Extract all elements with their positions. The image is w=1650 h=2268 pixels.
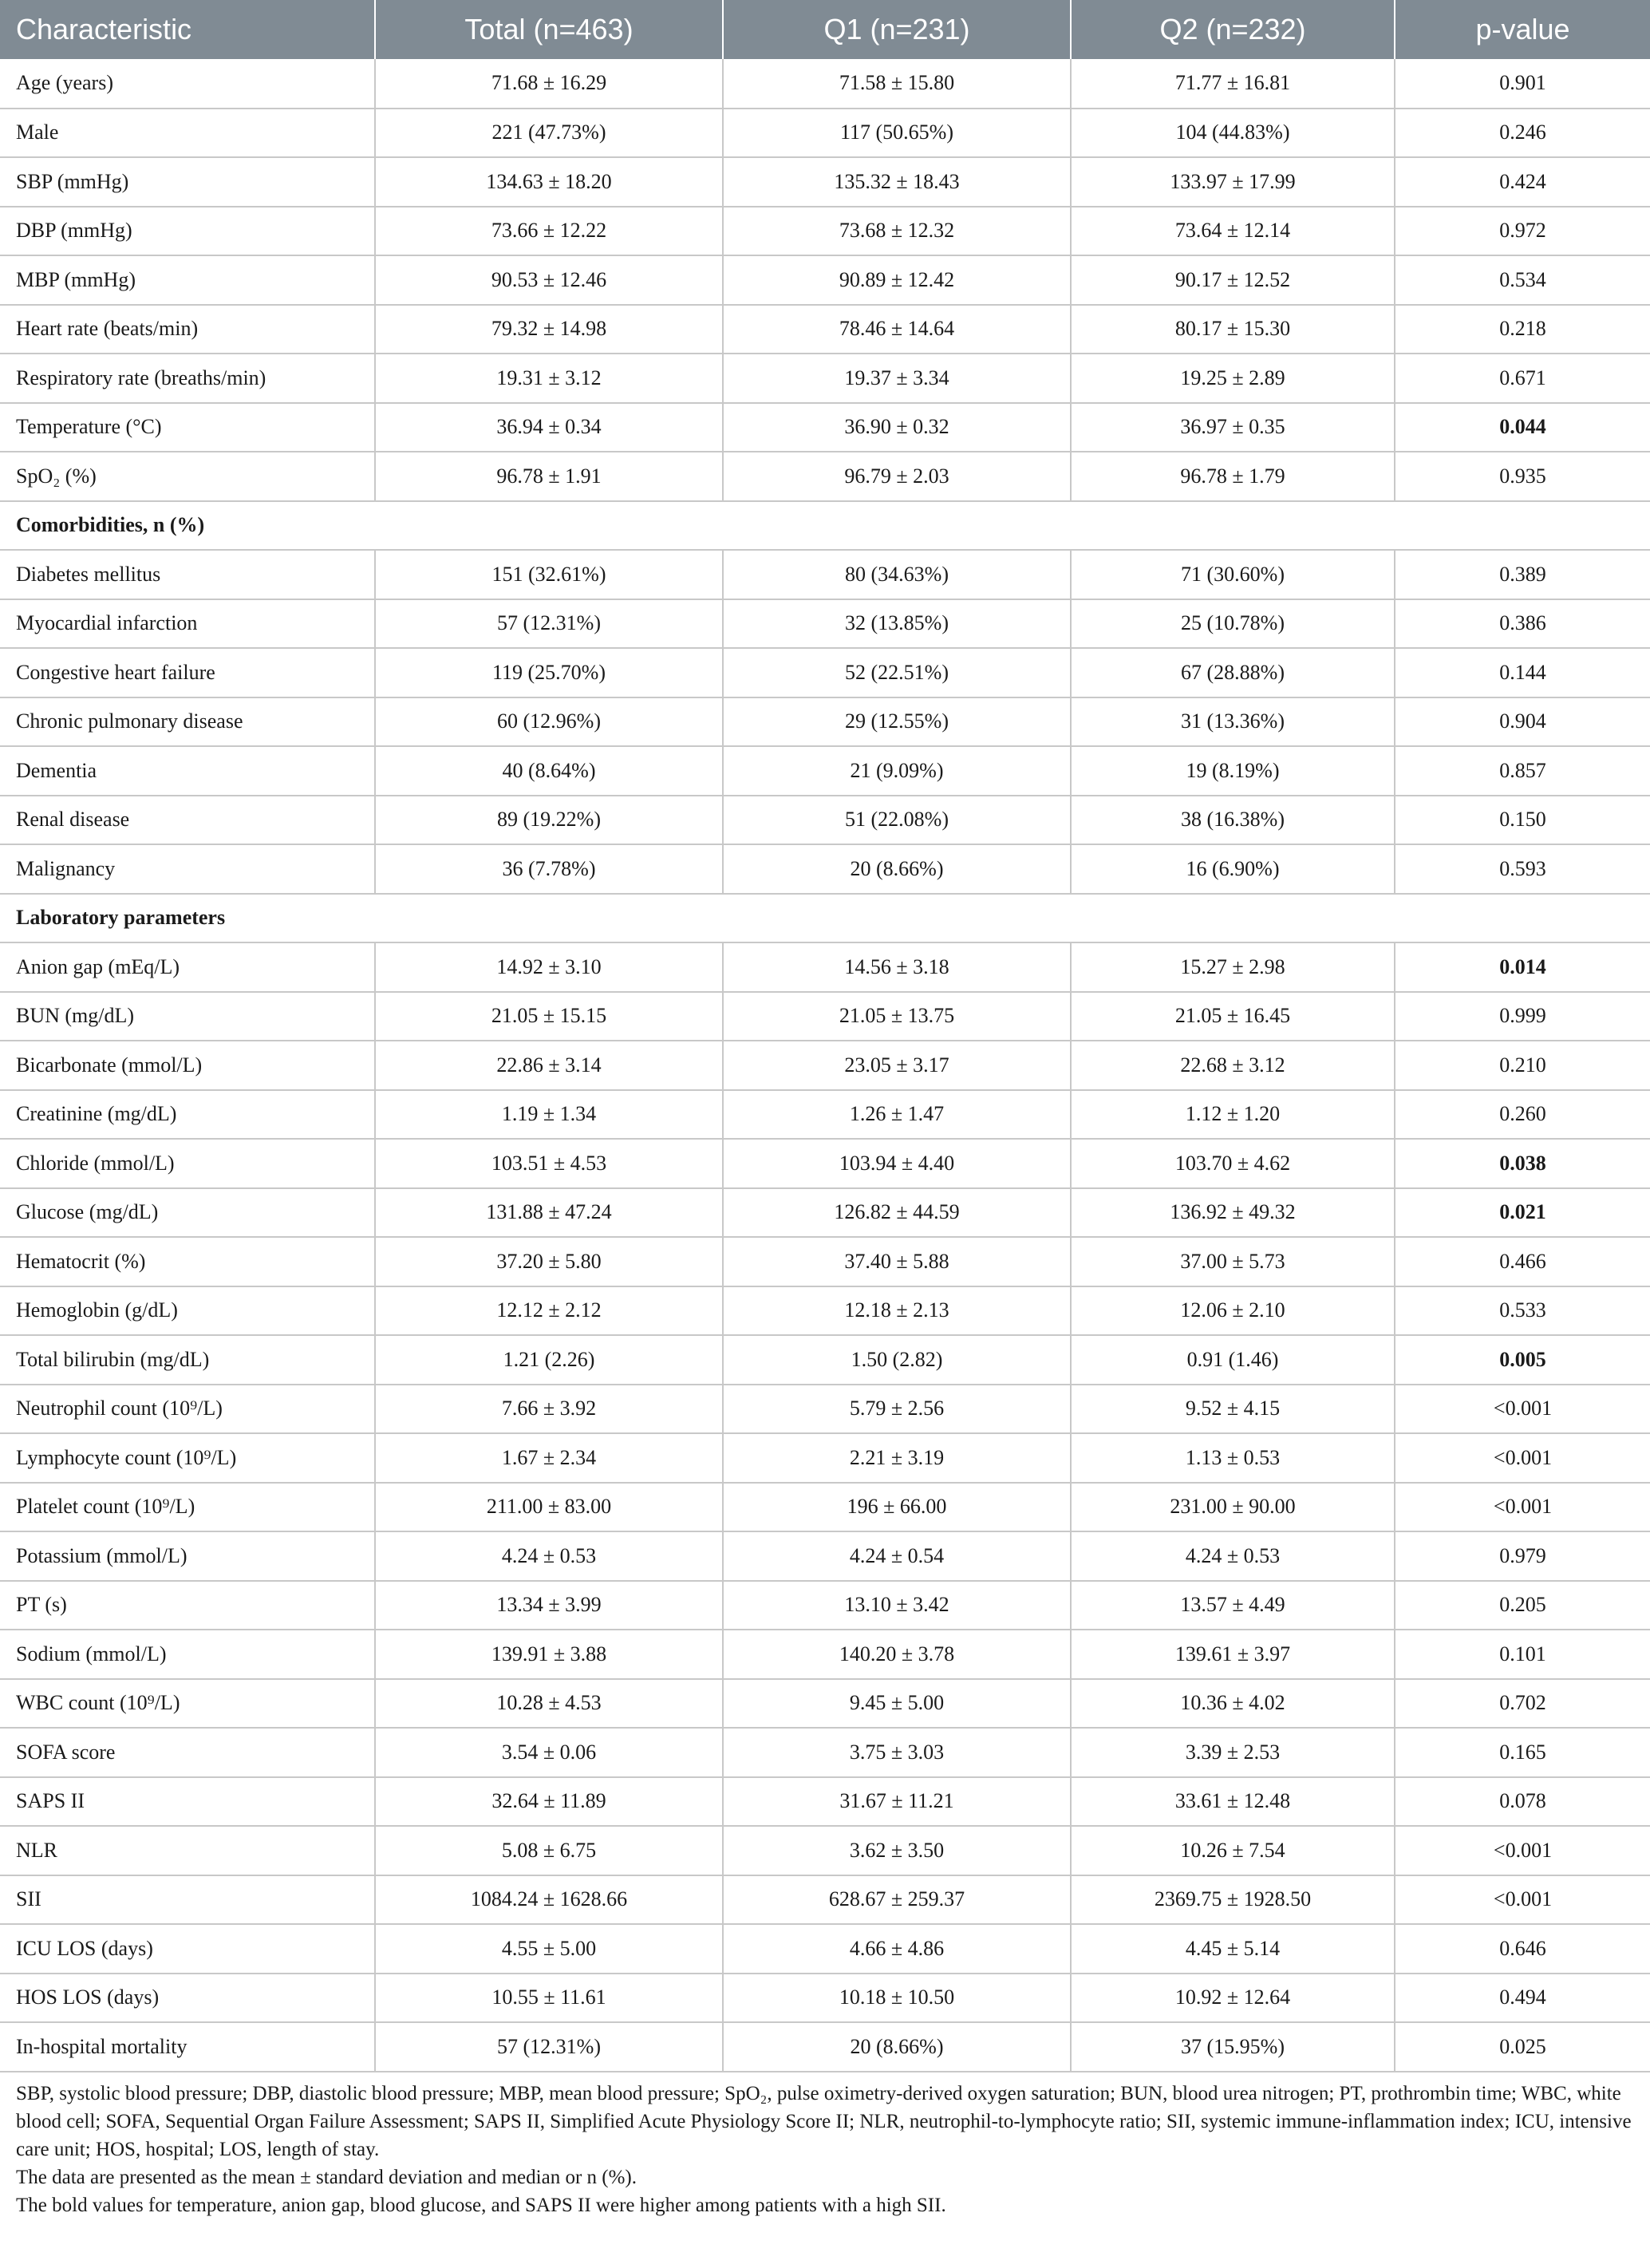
cell-total: 19.31 ± 3.12 — [375, 354, 723, 403]
cell-total: 7.66 ± 3.92 — [375, 1385, 723, 1434]
cell-total: 60 (12.96%) — [375, 697, 723, 747]
cell-q1: 36.90 ± 0.32 — [723, 403, 1071, 452]
cell-p-value: 0.533 — [1395, 1286, 1650, 1336]
cell-q2: 1.12 ± 1.20 — [1071, 1090, 1395, 1140]
cell-q2: 15.27 ± 2.98 — [1071, 942, 1395, 992]
cell-q2: 4.45 ± 5.14 — [1071, 1924, 1395, 1974]
cell-characteristic: In-hospital mortality — [0, 2022, 375, 2072]
cell-p-value: 0.999 — [1395, 992, 1650, 1041]
cell-q2: 67 (28.88%) — [1071, 648, 1395, 697]
header-row — [0, 0, 1650, 59]
cell-q1: 32 (13.85%) — [723, 599, 1071, 649]
header-q2: Q2 (n=232) — [1071, 0, 1395, 59]
cell-q2: 3.39 ± 2.53 — [1071, 1728, 1395, 1777]
cell-q2: 10.36 ± 4.02 — [1071, 1679, 1395, 1729]
cell-total: 151 (32.61%) — [375, 550, 723, 599]
cell-characteristic: Male — [0, 109, 375, 158]
cell-q1: 52 (22.51%) — [723, 648, 1071, 697]
cell-characteristic: Creatinine (mg/dL) — [0, 1090, 375, 1140]
cell-characteristic: Chronic pulmonary disease — [0, 697, 375, 747]
cell-total: 90.53 ± 12.46 — [375, 255, 723, 305]
cell-p-value: 0.494 — [1395, 1974, 1650, 2023]
cell-p-value: 0.078 — [1395, 1777, 1650, 1827]
cell-p-value: 0.246 — [1395, 109, 1650, 158]
cell-q1: 140.20 ± 3.78 — [723, 1630, 1071, 1679]
cell-q1: 3.75 ± 3.03 — [723, 1728, 1071, 1777]
table-row — [0, 109, 1650, 158]
cell-q1: 103.94 ± 4.40 — [723, 1139, 1071, 1188]
cell-characteristic: Age (years) — [0, 59, 375, 109]
table-body — [0, 59, 1650, 2072]
cell-characteristic: PT (s) — [0, 1581, 375, 1630]
cell-p-value: 0.646 — [1395, 1924, 1650, 1974]
cell-q1: 23.05 ± 3.17 — [723, 1041, 1071, 1090]
cell-characteristic: Lymphocyte count (10⁹/L) — [0, 1433, 375, 1483]
cell-total: 13.34 ± 3.99 — [375, 1581, 723, 1630]
cell-q2: 10.26 ± 7.54 — [1071, 1826, 1395, 1875]
table-row — [0, 1335, 1650, 1385]
cell-q1: 13.10 ± 3.42 — [723, 1581, 1071, 1630]
cell-total: 1.67 ± 2.34 — [375, 1433, 723, 1483]
footnote-data-presentation: The data are presented as the mean ± standard deviation and median or n (%). — [16, 2167, 637, 2188]
cell-p-value: 0.534 — [1395, 255, 1650, 305]
cell-p-value: 0.389 — [1395, 550, 1650, 599]
cell-total: 1.19 ± 1.34 — [375, 1090, 723, 1140]
cell-q2: 71 (30.60%) — [1071, 550, 1395, 599]
table-row — [0, 1139, 1650, 1188]
cell-total: 96.78 ± 1.91 — [375, 452, 723, 501]
cell-total: 22.86 ± 3.14 — [375, 1041, 723, 1090]
cell-q2: 136.92 ± 49.32 — [1071, 1188, 1395, 1238]
cell-p-value: <0.001 — [1395, 1875, 1650, 1925]
cell-p-value: <0.001 — [1395, 1483, 1650, 1532]
cell-characteristic: Total bilirubin (mg/dL) — [0, 1335, 375, 1385]
cell-total: 14.92 ± 3.10 — [375, 942, 723, 992]
table-row — [0, 2022, 1650, 2072]
cell-q1: 78.46 ± 14.64 — [723, 305, 1071, 354]
cell-characteristic: Congestive heart failure — [0, 648, 375, 697]
cell-p-value: 0.014 — [1395, 942, 1650, 992]
cell-q1: 1.50 (2.82) — [723, 1335, 1071, 1385]
cell-q2: 1.13 ± 0.53 — [1071, 1433, 1395, 1483]
cell-q2: 231.00 ± 90.00 — [1071, 1483, 1395, 1532]
cell-q2: 12.06 ± 2.10 — [1071, 1286, 1395, 1336]
cell-characteristic: DBP (mmHg) — [0, 207, 375, 256]
cell-p-value: 0.205 — [1395, 1581, 1650, 1630]
cell-q2: 21.05 ± 16.45 — [1071, 992, 1395, 1041]
cell-p-value: 0.671 — [1395, 354, 1650, 403]
section-heading: Laboratory parameters — [0, 894, 1650, 943]
table-header — [0, 0, 1650, 59]
cell-total: 79.32 ± 14.98 — [375, 305, 723, 354]
cell-q1: 196 ± 66.00 — [723, 1483, 1071, 1532]
cell-total: 57 (12.31%) — [375, 2022, 723, 2072]
cell-q1: 21 (9.09%) — [723, 746, 1071, 796]
table-row — [0, 844, 1650, 894]
cell-q2: 73.64 ± 12.14 — [1071, 207, 1395, 256]
cell-total: 5.08 ± 6.75 — [375, 1826, 723, 1875]
cell-characteristic: Malignancy — [0, 844, 375, 894]
table-row — [0, 1875, 1650, 1925]
cell-p-value: 0.218 — [1395, 305, 1650, 354]
cell-total: 10.55 ± 11.61 — [375, 1974, 723, 2023]
cell-q1: 14.56 ± 3.18 — [723, 942, 1071, 992]
cell-characteristic: Renal disease — [0, 796, 375, 845]
cell-q1: 4.66 ± 4.86 — [723, 1924, 1071, 1974]
table-row — [0, 1924, 1650, 1974]
cell-characteristic: SpO₂ (%) — [0, 452, 375, 501]
cell-q1: 2.21 ± 3.19 — [723, 1433, 1071, 1483]
cell-q2: 80.17 ± 15.30 — [1071, 305, 1395, 354]
cell-characteristic: SII — [0, 1875, 375, 1925]
cell-characteristic: Neutrophil count (10⁹/L) — [0, 1385, 375, 1434]
cell-q1: 31.67 ± 11.21 — [723, 1777, 1071, 1827]
cell-q2: 19.25 ± 2.89 — [1071, 354, 1395, 403]
cell-p-value: 0.025 — [1395, 2022, 1650, 2072]
cell-p-value: 0.210 — [1395, 1041, 1650, 1090]
cell-total: 10.28 ± 4.53 — [375, 1679, 723, 1729]
table-row — [0, 1237, 1650, 1286]
cell-characteristic: Heart rate (beats/min) — [0, 305, 375, 354]
cell-p-value: 0.038 — [1395, 1139, 1650, 1188]
cell-total: 4.55 ± 5.00 — [375, 1924, 723, 1974]
table-row — [0, 207, 1650, 256]
cell-q1: 628.67 ± 259.37 — [723, 1875, 1071, 1925]
cell-q2: 0.91 (1.46) — [1071, 1335, 1395, 1385]
table-row — [0, 697, 1650, 747]
cell-characteristic: NLR — [0, 1826, 375, 1875]
cell-q2: 133.97 ± 17.99 — [1071, 157, 1395, 207]
cell-p-value: 0.005 — [1395, 1335, 1650, 1385]
cell-q2: 71.77 ± 16.81 — [1071, 59, 1395, 109]
cell-p-value: 0.260 — [1395, 1090, 1650, 1140]
table-row — [0, 452, 1650, 501]
cell-q2: 37.00 ± 5.73 — [1071, 1237, 1395, 1286]
cell-total: 211.00 ± 83.00 — [375, 1483, 723, 1532]
cell-characteristic: Respiratory rate (breaths/min) — [0, 354, 375, 403]
cell-q1: 80 (34.63%) — [723, 550, 1071, 599]
cell-q2: 4.24 ± 0.53 — [1071, 1531, 1395, 1581]
cell-q1: 20 (8.66%) — [723, 844, 1071, 894]
cell-characteristic: Myocardial infarction — [0, 599, 375, 649]
table-row — [0, 1286, 1650, 1336]
cell-total: 57 (12.31%) — [375, 599, 723, 649]
table-row — [0, 1433, 1650, 1483]
table-row — [0, 1679, 1650, 1729]
cell-characteristic: HOS LOS (days) — [0, 1974, 375, 2023]
cell-total: 71.68 ± 16.29 — [375, 59, 723, 109]
cell-p-value: <0.001 — [1395, 1385, 1650, 1434]
cell-total: 1084.24 ± 1628.66 — [375, 1875, 723, 1925]
cell-total: 36 (7.78%) — [375, 844, 723, 894]
cell-p-value: 0.935 — [1395, 452, 1650, 501]
cell-q1: 1.26 ± 1.47 — [723, 1090, 1071, 1140]
cell-p-value: <0.001 — [1395, 1433, 1650, 1483]
cell-p-value: 0.593 — [1395, 844, 1650, 894]
cell-q1: 90.89 ± 12.42 — [723, 255, 1071, 305]
section-row — [0, 501, 1650, 551]
cell-q2: 96.78 ± 1.79 — [1071, 452, 1395, 501]
cell-q2: 104 (44.83%) — [1071, 109, 1395, 158]
cell-p-value: 0.386 — [1395, 599, 1650, 649]
table-row — [0, 1581, 1650, 1630]
table-row — [0, 550, 1650, 599]
cell-q2: 9.52 ± 4.15 — [1071, 1385, 1395, 1434]
section-row — [0, 894, 1650, 943]
cell-characteristic: SOFA score — [0, 1728, 375, 1777]
cell-q2: 38 (16.38%) — [1071, 796, 1395, 845]
table-row — [0, 1188, 1650, 1238]
table-row — [0, 1531, 1650, 1581]
cell-characteristic: ICU LOS (days) — [0, 1924, 375, 1974]
table-row — [0, 1041, 1650, 1090]
table-row — [0, 1630, 1650, 1679]
cell-q1: 71.58 ± 15.80 — [723, 59, 1071, 109]
section-heading: Comorbidities, n (%) — [0, 501, 1650, 551]
table-row — [0, 1974, 1650, 2023]
cell-q2: 22.68 ± 3.12 — [1071, 1041, 1395, 1090]
cell-q2: 139.61 ± 3.97 — [1071, 1630, 1395, 1679]
cell-p-value: 0.150 — [1395, 796, 1650, 845]
cell-q2: 25 (10.78%) — [1071, 599, 1395, 649]
cell-q1: 12.18 ± 2.13 — [723, 1286, 1071, 1336]
cell-total: 12.12 ± 2.12 — [375, 1286, 723, 1336]
cell-q2: 31 (13.36%) — [1071, 697, 1395, 747]
cell-characteristic: Sodium (mmol/L) — [0, 1630, 375, 1679]
cell-p-value: <0.001 — [1395, 1826, 1650, 1875]
cell-characteristic: Hemoglobin (g/dL) — [0, 1286, 375, 1336]
table-row — [0, 942, 1650, 992]
table-row — [0, 796, 1650, 845]
cell-q1: 51 (22.08%) — [723, 796, 1071, 845]
cell-total: 21.05 ± 15.15 — [375, 992, 723, 1041]
cell-q1: 126.82 ± 44.59 — [723, 1188, 1071, 1238]
cell-total: 89 (19.22%) — [375, 796, 723, 845]
cell-p-value: 0.165 — [1395, 1728, 1650, 1777]
cell-p-value: 0.857 — [1395, 746, 1650, 796]
cell-q1: 73.68 ± 12.32 — [723, 207, 1071, 256]
cell-q1: 3.62 ± 3.50 — [723, 1826, 1071, 1875]
cell-p-value: 0.044 — [1395, 403, 1650, 452]
cell-characteristic: Bicarbonate (mmol/L) — [0, 1041, 375, 1090]
cell-total: 103.51 ± 4.53 — [375, 1139, 723, 1188]
table-footnotes — [16, 2080, 1636, 2219]
footnote-abbreviations: SBP, systolic blood pressure; DBP, diastolic blood pressure; MBP, mean blood pressure; SpO₂, pulse oximetry-derived oxygen saturation; BUN, blood urea nitrogen; PT, prothrombin time; WBC, white blood cell; SOFA, Sequential Organ Failure Assessment; SAPS II, Simplified Acute Physiology Score II; NLR, neutrophil-to-lymphocyte ratio; SII, systemic immune-inflammation index; ICU, intensive care unit; HOS, hospital; LOS, length of stay. — [16, 2083, 1632, 2160]
cell-q1: 21.05 ± 13.75 — [723, 992, 1071, 1041]
cell-q1: 5.79 ± 2.56 — [723, 1385, 1071, 1434]
cell-characteristic: Glucose (mg/dL) — [0, 1188, 375, 1238]
cell-total: 119 (25.70%) — [375, 648, 723, 697]
table-row — [0, 1385, 1650, 1434]
cell-total: 36.94 ± 0.34 — [375, 403, 723, 452]
cell-characteristic: Potassium (mmol/L) — [0, 1531, 375, 1581]
cell-q1: 9.45 ± 5.00 — [723, 1679, 1071, 1729]
cell-q2: 36.97 ± 0.35 — [1071, 403, 1395, 452]
cell-total: 134.63 ± 18.20 — [375, 157, 723, 207]
cell-q2: 10.92 ± 12.64 — [1071, 1974, 1395, 2023]
cell-total: 37.20 ± 5.80 — [375, 1237, 723, 1286]
cell-q2: 37 (15.95%) — [1071, 2022, 1395, 2072]
table-row — [0, 992, 1650, 1041]
header-total: Total (n=463) — [375, 0, 723, 59]
table-row — [0, 1728, 1650, 1777]
table-row — [0, 1826, 1650, 1875]
table-row — [0, 157, 1650, 207]
table-row — [0, 305, 1650, 354]
cell-p-value: 0.904 — [1395, 697, 1650, 747]
table-row — [0, 1777, 1650, 1827]
cell-characteristic: SBP (mmHg) — [0, 157, 375, 207]
table-row — [0, 255, 1650, 305]
cell-q1: 96.79 ± 2.03 — [723, 452, 1071, 501]
cell-p-value: 0.979 — [1395, 1531, 1650, 1581]
table-row — [0, 599, 1650, 649]
cell-p-value: 0.021 — [1395, 1188, 1650, 1238]
cell-q1: 20 (8.66%) — [723, 2022, 1071, 2072]
cell-total: 131.88 ± 47.24 — [375, 1188, 723, 1238]
cell-q1: 135.32 ± 18.43 — [723, 157, 1071, 207]
cell-q1: 37.40 ± 5.88 — [723, 1237, 1071, 1286]
cell-characteristic: Temperature (°C) — [0, 403, 375, 452]
cell-p-value: 0.466 — [1395, 1237, 1650, 1286]
cell-q1: 29 (12.55%) — [723, 697, 1071, 747]
cell-total: 32.64 ± 11.89 — [375, 1777, 723, 1827]
header-p-value: p-value — [1475, 13, 1570, 45]
cell-characteristic: Platelet count (10⁹/L) — [0, 1483, 375, 1532]
cell-total: 4.24 ± 0.53 — [375, 1531, 723, 1581]
cell-q1: 117 (50.65%) — [723, 109, 1071, 158]
cell-characteristic: Anion gap (mEq/L) — [0, 942, 375, 992]
cell-total: 3.54 ± 0.06 — [375, 1728, 723, 1777]
cell-total: 73.66 ± 12.22 — [375, 207, 723, 256]
cell-q2: 103.70 ± 4.62 — [1071, 1139, 1395, 1188]
cell-total: 221 (47.73%) — [375, 109, 723, 158]
cell-characteristic: BUN (mg/dL) — [0, 992, 375, 1041]
cell-characteristic: Hematocrit (%) — [0, 1237, 375, 1286]
cell-characteristic: Chloride (mmol/L) — [0, 1139, 375, 1188]
cell-q1: 4.24 ± 0.54 — [723, 1531, 1071, 1581]
cell-q1: 19.37 ± 3.34 — [723, 354, 1071, 403]
cell-total: 139.91 ± 3.88 — [375, 1630, 723, 1679]
cell-total: 1.21 (2.26) — [375, 1335, 723, 1385]
table-row — [0, 648, 1650, 697]
cell-q2: 13.57 ± 4.49 — [1071, 1581, 1395, 1630]
table-row — [0, 1090, 1650, 1140]
cell-characteristic: Diabetes mellitus — [0, 550, 375, 599]
cell-total: 40 (8.64%) — [375, 746, 723, 796]
header-characteristic: Characteristic — [0, 0, 375, 59]
table-row — [0, 1483, 1650, 1532]
cell-q2: 19 (8.19%) — [1071, 746, 1395, 796]
cell-q2: 33.61 ± 12.48 — [1071, 1777, 1395, 1827]
cell-p-value: 0.144 — [1395, 648, 1650, 697]
cell-q2: 2369.75 ± 1928.50 — [1071, 1875, 1395, 1925]
footnote-bold-values: The bold values for temperature, anion gap, blood glucose, and SAPS II were higher among patients with a high SII. — [16, 2195, 946, 2216]
header-q1: Q1 (n=231) — [723, 0, 1071, 59]
cell-characteristic: WBC count (10⁹/L) — [0, 1679, 375, 1729]
cell-characteristic: MBP (mmHg) — [0, 255, 375, 305]
cell-q1: 10.18 ± 10.50 — [723, 1974, 1071, 2023]
cell-p-value: 0.424 — [1395, 157, 1650, 207]
cell-p-value: 0.702 — [1395, 1679, 1650, 1729]
cell-q2: 90.17 ± 12.52 — [1071, 255, 1395, 305]
cell-characteristic: SAPS II — [0, 1777, 375, 1827]
cell-p-value: 0.972 — [1395, 207, 1650, 256]
table-row — [0, 354, 1650, 403]
table-row — [0, 403, 1650, 452]
cell-p-value: 0.901 — [1395, 59, 1650, 109]
table-row — [0, 746, 1650, 796]
cell-characteristic: Dementia — [0, 746, 375, 796]
cell-q2: 16 (6.90%) — [1071, 844, 1395, 894]
table-row — [0, 59, 1650, 109]
cell-p-value: 0.101 — [1395, 1630, 1650, 1679]
